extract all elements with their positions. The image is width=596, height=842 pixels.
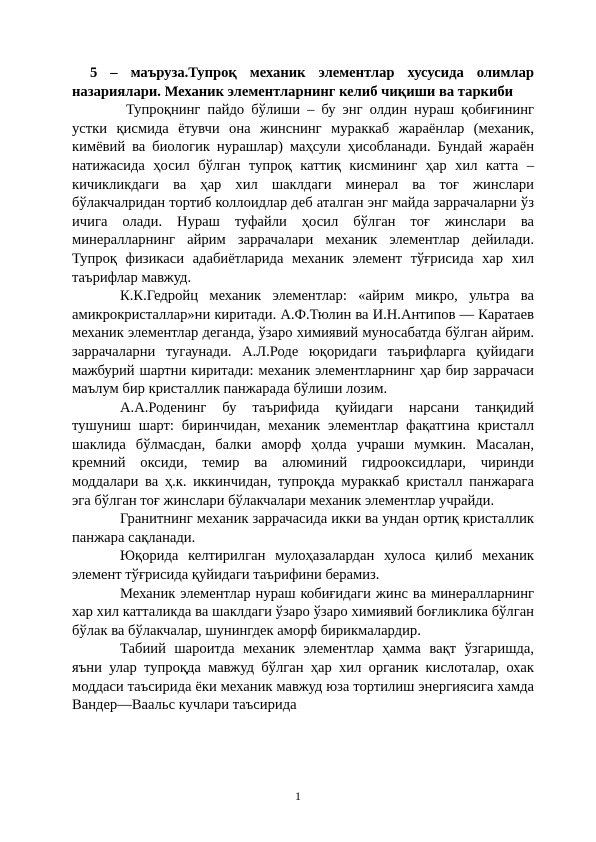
page-number: 1 xyxy=(295,789,301,803)
paragraph-6: Механик элементлар нураш кобиғидаги жинс ва минералларнинг хар хил катталикда ва шаклдаги ўзаро ўзаро химиявий боғликлика бўлган бўлак ва бўлакчалар, шунингдек аморф бирикмалардир. xyxy=(72,585,534,639)
paragraph-3: А.А.Роденинг бу таърифида қуйидаги нарсани танқидий тушуниш шарт: биринчидан, механик элементлар фақатгина кристалл шаклида бўлмасдан, балки аморф ҳолда учраши мумкин. Масалан, кремний оксиди, темир ва алюминий гидрооксидлари, чиринди моддалари ва ҳ.к. иккинчидан, тупроқда мураккаб кристалл панжарага эга бўлган тоғ жинслари бўлакчалари механик элементлар учрайди. xyxy=(72,399,534,509)
paragraph-7: Табиий шароитда механик элементлар ҳамма вақт ўзгаришда, яъни улар тупроқда мавжуд бўлган ҳар хил органик кислоталар, охак моддаси таъсирида ёки механик мавжуд юза тортилиш энергиясига хамда Вандер—Ваальс кучлари таъсирида xyxy=(72,641,534,714)
document-body xyxy=(72,64,534,715)
paragraph-5: Юқорида келтирилган мулоҳазалардан хулоса қилиб механик элемент тўғрисида қуйидаги таърифини берамиз. xyxy=(72,548,534,584)
lecture-title: 5 – маъруза.Тупроқ механик элементлар хусусида олимлар назариялари. Механик элементларнинг келиб чиқиши ва таркиби xyxy=(72,65,534,100)
paragraph-2: К.К.Гедройц механик элементлар: «айрим микро, ультра ва амикрокристаллар»ни киритади. А.Ф.Тюлин ва И.Н.Антипов — Каратаев механик элементлар деганда, ўзаро химиявий муносабатда бўлган айрим. заррачаларни тугаунади. А.Л.Роде юқоридаги таърифларга қуйидаги мажбурий шартни киритади: механик элементларнинг ҳар бир заррачаси маълум бир кристаллик панжарада бўлиши лозим. xyxy=(72,288,534,398)
paragraph-4: Гранитнинг механик заррачасида икки ва ундан ортиқ кристаллик панжара сақланади. xyxy=(72,511,534,546)
paragraph-1: Тупроқнинг пайдо бўлиши – бу энг олдин нураш қобиғининг устки қисмида ётувчи она жинснинг мураккаб жараёнлар (механик, кимёвий ва биологик нурашлар) маҳсули ҳисобланади. Бундай жараён натижасида ҳосил бўлган тупроқ каттиқ кисмининг ҳар хил катта – кичикликдаги ва ҳар хил шаклдаги минерал ва тоғ жинслари бўлакчалридан тортиб коллоидлар деб аталган энг майда заррачаларни ўз ичига олади. Нураш туфайли ҳосил бўлган тоғ жинслари ва минералларнинг айрим заррачалари механик элементлар дейилади. Тупроқ физикаси адабиётларида механик элемент тўғрисида хар хил таърифлар мавжуд. xyxy=(72,102,534,286)
